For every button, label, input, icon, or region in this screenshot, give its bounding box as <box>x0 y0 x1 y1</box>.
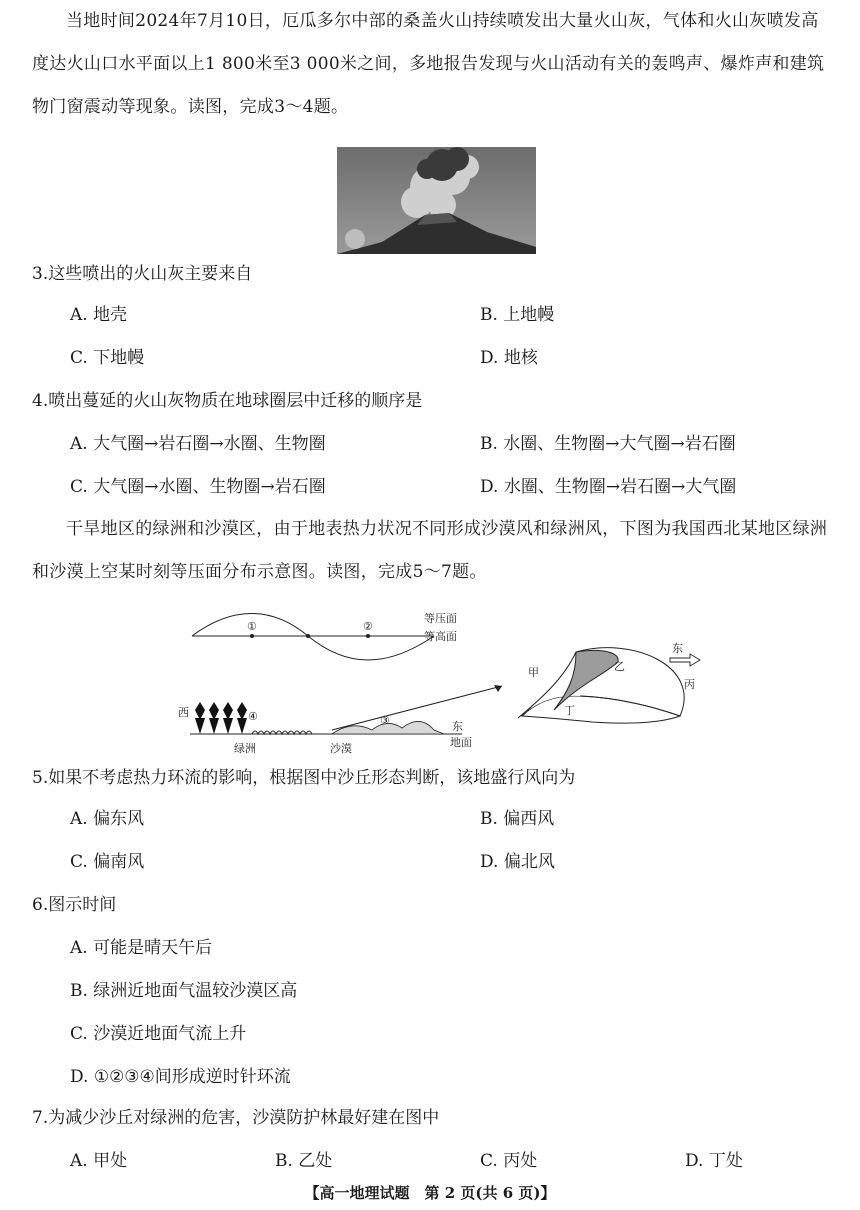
intro-paragraph-oasis: 干旱地区的绿洲和沙漠区，由于地表热力状况不同形成沙漠风和绿洲风，下图为我国西北某地区绿洲和沙漠上空某时刻等压面分布示意图。读图，完成5～7题。 <box>32 519 828 582</box>
q3-stem: 3.这些喷出的火山灰主要来自 <box>32 264 253 284</box>
page-footer: 【高一地理试题 第 2 页(共 6 页)】 <box>304 1184 556 1202</box>
q6-option-a: A. 可能是晴天午后 <box>70 938 213 958</box>
label-jia: 甲 <box>528 666 539 679</box>
q4-option-d: D. 水圈、生物圈→岩石圈→大气圈 <box>480 477 737 497</box>
q7-stem: 7.为减少沙丘对绿洲的危害，沙漠防护林最好建在图中 <box>32 1108 440 1128</box>
q5-option-b: B. 偏西风 <box>480 809 555 829</box>
q4-option-a: A. 大气圈→岩石圈→水圈、生物圈 <box>70 434 326 454</box>
q3-option-d: D. 地核 <box>480 348 538 368</box>
label-ding: 丁 <box>564 704 575 717</box>
q4-option-b: B. 水圈、生物圈→大气圈→岩石圈 <box>480 434 736 454</box>
q3-option-b: B. 上地幔 <box>480 305 555 325</box>
q7-option-a: A. 甲处 <box>70 1151 128 1171</box>
label-ground: 地面 <box>450 736 472 749</box>
q7-option-d: D. 丁处 <box>685 1151 743 1171</box>
label-contour: 等高面 <box>424 630 457 643</box>
q5-option-c: C. 偏南风 <box>70 852 145 872</box>
label-desert: 沙漠 <box>330 742 352 755</box>
q6-option-b: B. 绿洲近地面气温较沙漠区高 <box>70 981 298 1001</box>
intro-paragraph-volcano: 当地时间2024年7月10日，厄瓜多尔中部的桑盖火山持续喷发出大量火山灰，气体和火山灰喷发高度达火山口水平面以上1 800米至3 000米之间，多地报告发现与火山活动有关的轰鸣声、爆炸声和建筑物门窗震动等现象。读图，完成3～4题。 <box>32 11 825 117</box>
label-point-1: ① <box>247 620 257 633</box>
q6-option-c: C. 沙漠近地面气流上升 <box>70 1024 247 1044</box>
q3-option-c: C. 下地幔 <box>70 348 145 368</box>
q6-stem: 6.图示时间 <box>32 895 117 915</box>
q7-option-b: B. 乙处 <box>275 1151 333 1171</box>
q5-option-d: D. 偏北风 <box>480 852 555 872</box>
q5-stem: 5.如果不考虑热力环流的影响，根据图中沙丘形态判断，该地盛行风向为 <box>32 768 576 788</box>
q7-option-c: C. 丙处 <box>480 1151 538 1171</box>
volcano-photo <box>337 147 536 254</box>
q3-option-a: A. 地壳 <box>70 305 128 325</box>
q4-stem: 4.喷出蔓延的火山灰物质在地球圈层中迁移的顺序是 <box>32 391 423 411</box>
label-point-3: ③ <box>380 714 390 727</box>
label-yi: 乙 <box>614 660 625 673</box>
q5-option-a: A. 偏东风 <box>70 809 145 829</box>
label-oasis: 绿洲 <box>234 742 256 755</box>
isobar-dune-diagram <box>172 606 720 758</box>
q4-option-c: C. 大气圈→水圈、生物圈→岩石圈 <box>70 477 326 497</box>
label-isobar: 等压面 <box>424 612 457 625</box>
label-east-arrow: 东 <box>672 642 683 655</box>
q6-option-d: D. ①②③④间形成逆时针环流 <box>70 1067 291 1087</box>
east-arrow-icon <box>670 654 700 666</box>
label-bing: 丙 <box>684 678 695 691</box>
label-point-4: ④ <box>248 710 258 723</box>
label-east-ground: 东 <box>452 720 463 733</box>
label-point-2: ② <box>363 620 373 633</box>
label-west: 西 <box>178 706 189 719</box>
